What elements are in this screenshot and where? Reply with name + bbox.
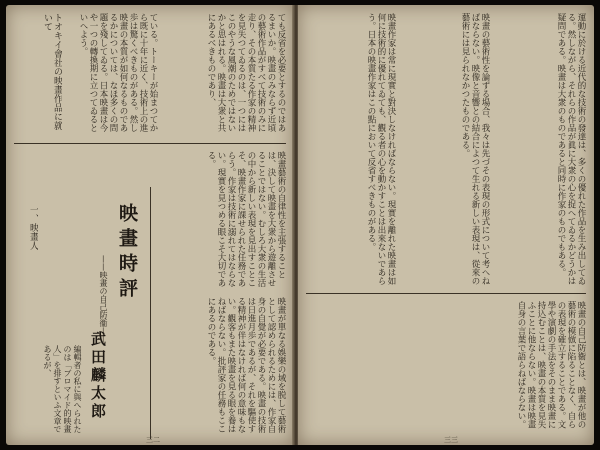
book-spread bbox=[6, 5, 594, 445]
left-page-subheading: トオキイ會社の映畫作品に就いて bbox=[42, 13, 62, 130]
left-page bbox=[6, 5, 294, 445]
right-page bbox=[298, 5, 594, 445]
article-title: 映畫時評 bbox=[116, 203, 138, 303]
left-page-middle-text: 映畫藝術の自律性を主張することは、決して映畫を大衆から遊離させることではない。むしろ大衆の生活の中から新しい表現を見出すことこそ、映畫作家に課せられた任務であらう。作家は技術に溺れてはならない。現實を見つめる眼こそ大切である。 bbox=[206, 151, 286, 287]
left-page-number: 三二 bbox=[146, 436, 160, 444]
horizontal-rule bbox=[14, 143, 286, 144]
left-page-top-left-column: ている。トーキーが始まつてから既に十年に近く、技術上の進歩は驚くべきものがある。然し映畫の本質が如何なるものであるかについては、なほ多くの問題を殘してゐる。日本映畫は今や一つの轉換期に立つてゐるといへよう。 bbox=[78, 13, 158, 132]
article-divider bbox=[150, 187, 151, 439]
horizontal-rule bbox=[306, 293, 586, 294]
right-page-number: 三三 bbox=[444, 436, 458, 444]
right-page-bottom-text: 映畫の自己防衞とは、映畫が他の藝術の模倣に陷ることなく、自らの表現を確立することである。文學や演劇の手法をそのまま映畫に持込むことは、映畫の本質を見失ふことに他ならない。映畫は映畫自身の言葉で語らねばならない。 bbox=[516, 301, 586, 429]
right-page-column-2: 映畫の藝術性を論ずる場合、我々は先づその表現の形式について考へねばならない。映像と音響との結合によつて生れる新しい表現は、從來の藝術には見られなかつたものである。 bbox=[460, 13, 490, 285]
article-subtitle: ——映畫の自己防衞—— bbox=[99, 255, 108, 343]
article-editor-note: 編輯者の私に與へられたのは「ブロマイド的映畫人」を排すといふ文章であるが、 bbox=[43, 345, 82, 433]
left-page-bottom-text: 映畫が單なる娛樂の域を脱して藝術として認められるためには、作家自身の自覺が必要である。映畫の技術は日進月歩であるが、それを驅使する精神が伴はなければ何の意味もない。觀客もまた映畫を見る眼を養はねばならない。批評家の任務もここにあるのである。 bbox=[206, 297, 286, 433]
right-page-column-3: 映畫作家は常に現實と對決しなければならない。現實を離れた映畫は如何に技術的に優れてゐても、觀る者の心を動かすことは出來ないであらう。日本の映畫作家はこの點において反省すべきものがある。 bbox=[366, 13, 396, 285]
section-tag: 一、映畫人 bbox=[28, 205, 38, 250]
right-page-column-1: 運動に於ける近代的な技術の發達は、多くの優れた作品を生み出してゐる。然しながら、それらの作品が眞に大衆の心を捉へてゐるかどうかは疑問である。映畫は大衆のものであると同時に作家のものでもある。 bbox=[556, 13, 586, 285]
article-author: 武田麟太郎 bbox=[89, 331, 107, 421]
left-page-top-right-column: ても反省を必要とするのではあるまいか。映畫のみならず近頃の藝術作品がすべて技術のみに走り、その本質たる作家の精神を見失つてゐるのは、一つにはこのやうな風潮のためではないかと思はれる。映畫は大衆と共にあるべきものであり、 bbox=[206, 13, 286, 132]
